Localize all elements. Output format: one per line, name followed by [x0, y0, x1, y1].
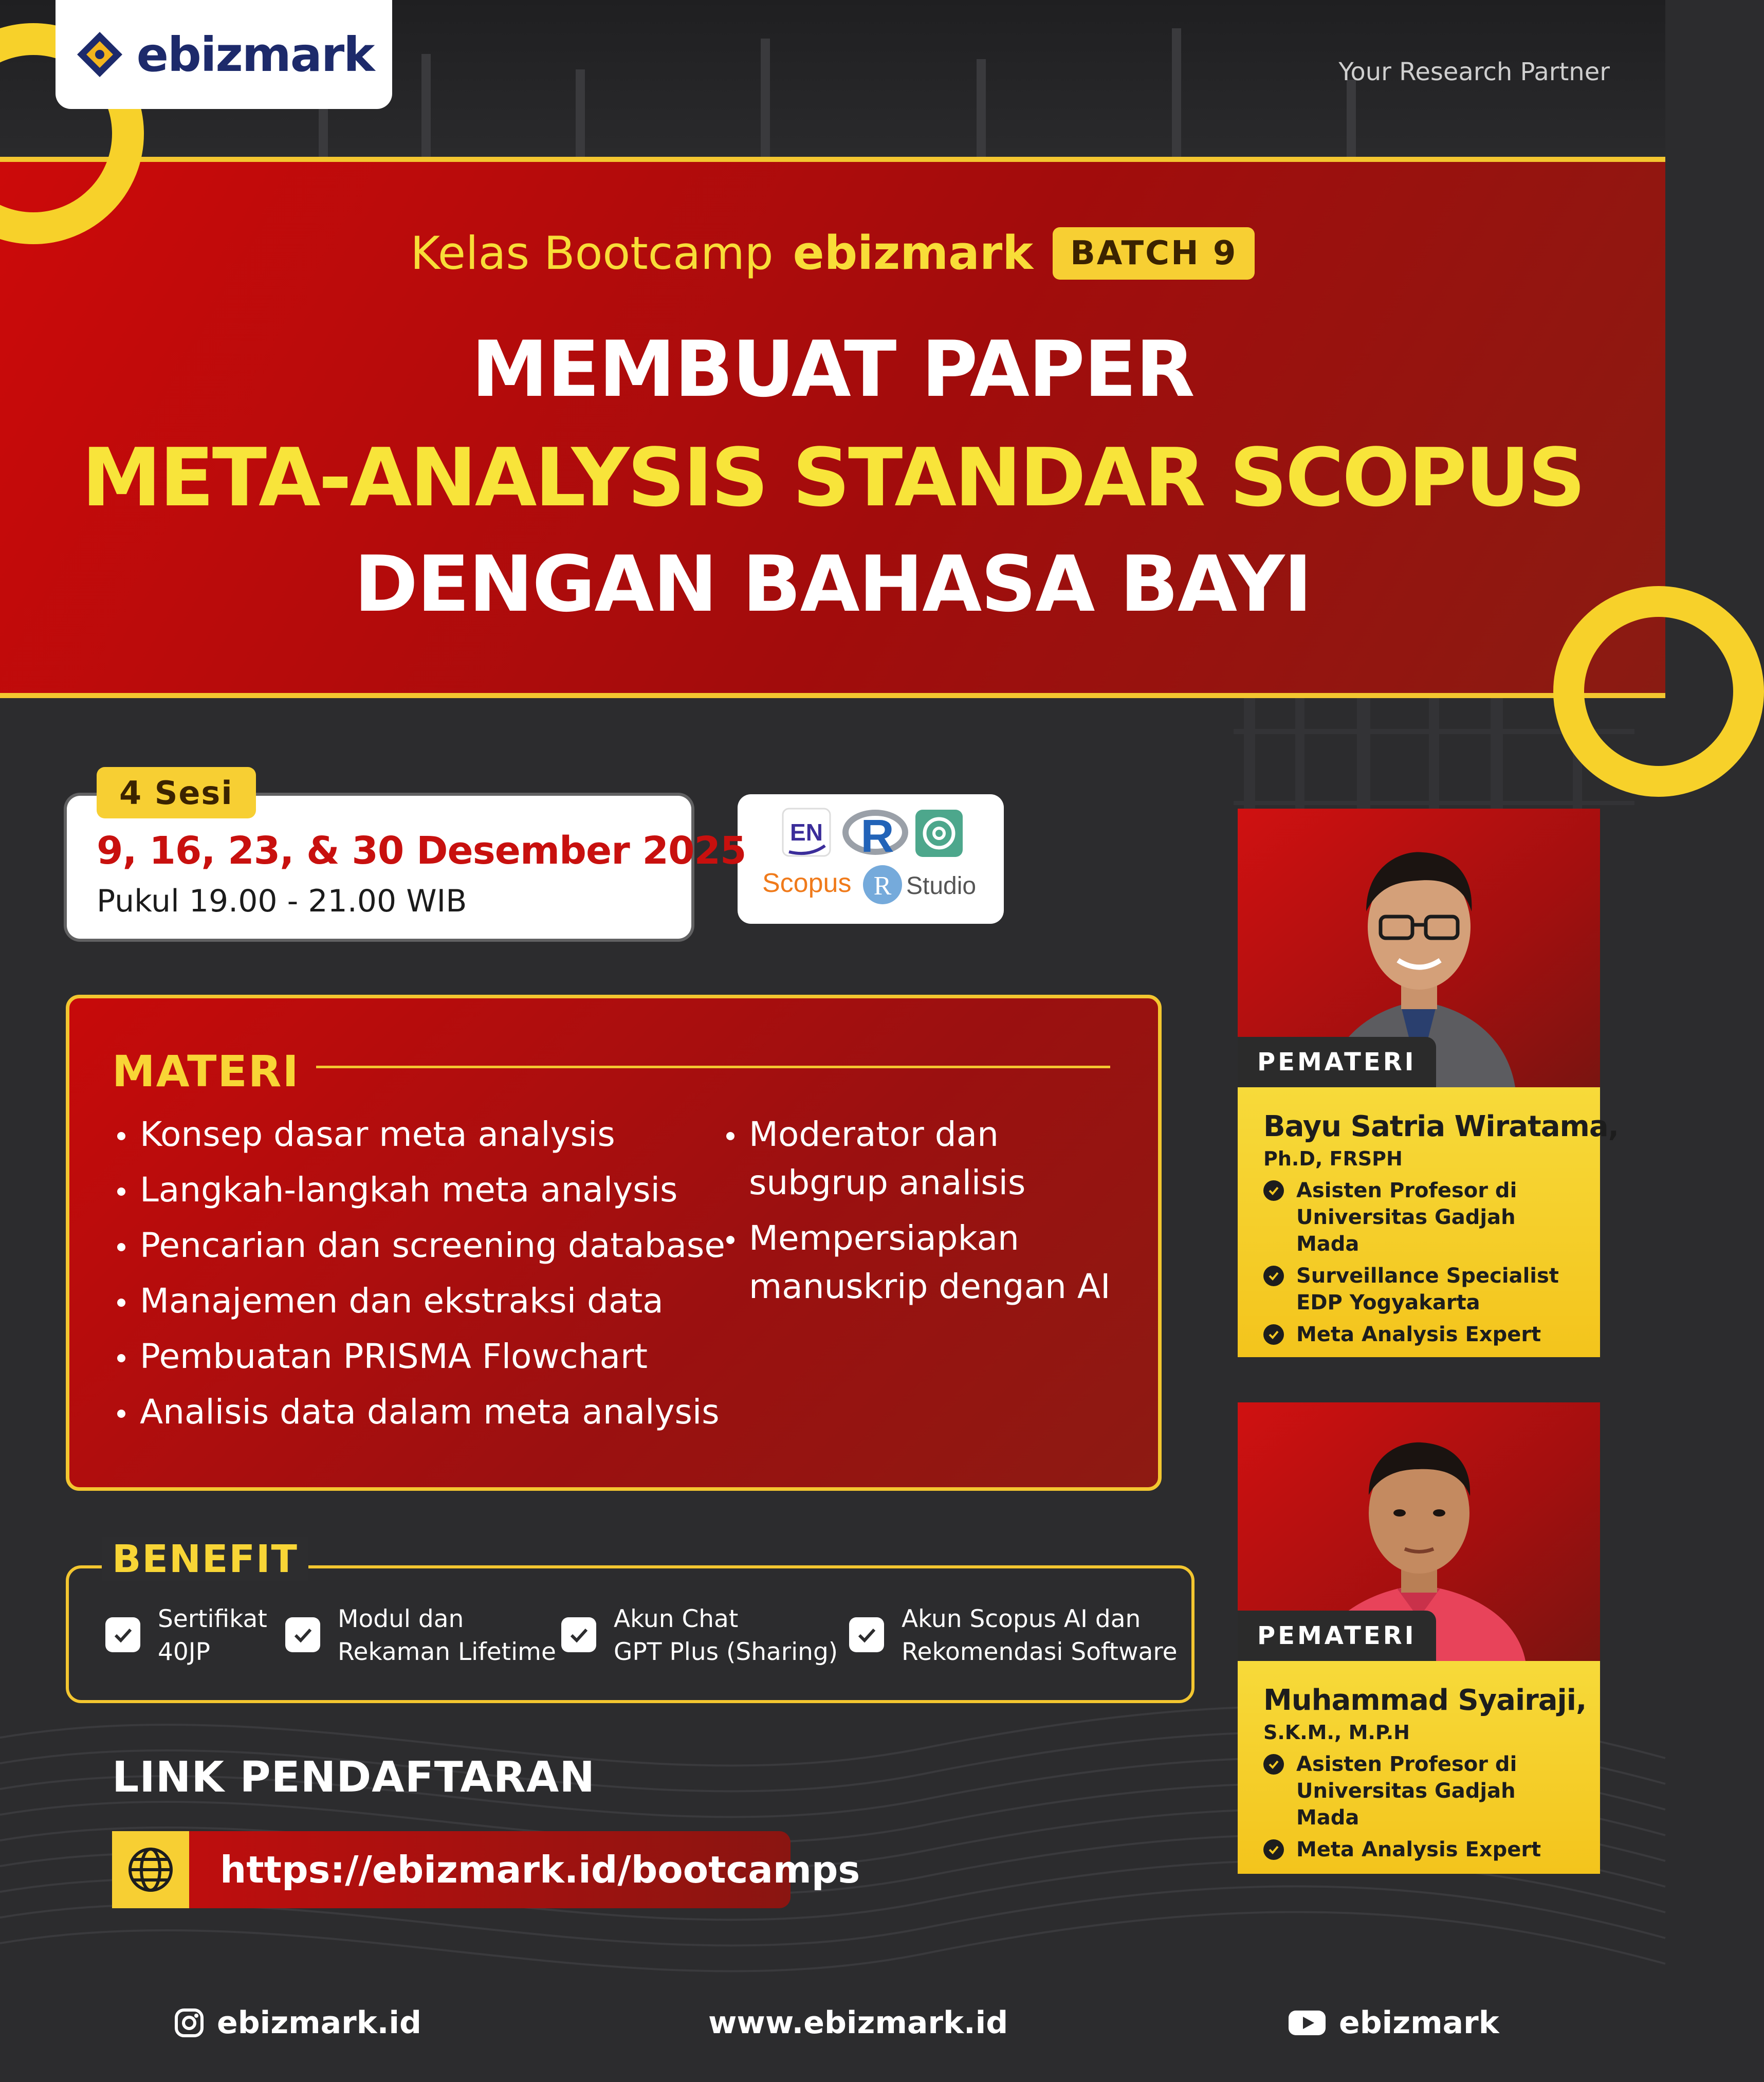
kicker-text: Kelas Bootcamp [410, 227, 774, 280]
materi-divider [316, 1066, 1110, 1068]
youtube-handle: ebizmark [1339, 2005, 1499, 2041]
bootcamp-kicker [0, 226, 1665, 280]
chatgpt-icon [915, 810, 963, 857]
credential-text: Meta Analysis Expert [1296, 1838, 1541, 1861]
benefit-item [561, 1603, 838, 1669]
speaker-name: Bayu Satria Wiratama, [1263, 1110, 1619, 1143]
materi-list-right [722, 1110, 1144, 1318]
check-circle-icon [1263, 1839, 1284, 1860]
credential-item [1263, 1263, 1574, 1316]
footer-website[interactable] [708, 2005, 1008, 2041]
speaker-credentials [1263, 1751, 1574, 1863]
footer-youtube[interactable] [1288, 2005, 1499, 2041]
session-dates: 9, 16, 23, & 30 Desember 2025 [97, 829, 746, 873]
credential-text: Asisten Profesor di Universitas Gadjah Mada [1296, 1752, 1517, 1830]
benefit-text: Modul dan Rekaman Lifetime [338, 1605, 556, 1666]
registration-title: LINK PENDAFTARAN [112, 1753, 596, 1802]
ebizmark-logo-icon [74, 29, 125, 80]
decor-bar [576, 69, 585, 157]
check-icon [849, 1617, 884, 1652]
globe-icon [112, 1831, 189, 1908]
speaker-credentials [1263, 1177, 1574, 1348]
instagram-handle: ebizmark.id [217, 2005, 421, 2041]
materi-item: Pencarian dan screening database [113, 1221, 730, 1270]
check-circle-icon [1263, 1266, 1284, 1286]
session-time: Pukul 19.00 - 21.00 WIB [97, 883, 467, 919]
credential-text: Surveillance Specialist EDP Yogyakarta [1296, 1264, 1559, 1314]
youtube-icon [1288, 2008, 1327, 2037]
kicker-brand: ebizmark [793, 226, 1034, 280]
materi-item: Langkah-langkah meta analysis [113, 1166, 730, 1214]
benefit-text: Akun Chat GPT Plus (Sharing) [614, 1605, 838, 1666]
website-text: www.ebizmark.id [708, 2005, 1008, 2041]
decor-bar [1347, 80, 1356, 157]
headline-line-1: MEMBUAT PAPER [471, 325, 1194, 414]
instagram-icon [174, 2007, 205, 2038]
materi-list-left [113, 1110, 730, 1444]
materi-item: Konsep dasar meta analysis [113, 1110, 730, 1159]
tagline: Your Research Partner [1338, 58, 1610, 86]
benefit-item [285, 1603, 556, 1669]
speaker-role-tag: PEMATERI [1238, 1611, 1436, 1661]
speaker-info [1238, 1661, 1600, 1874]
materi-item: Analisis data dalam meta analysis [113, 1388, 730, 1436]
footer-instagram[interactable] [174, 2005, 421, 2041]
speaker-card-2 [1238, 1402, 1600, 1874]
headline-line-3: DENGAN BAHASA BAYI [354, 540, 1312, 629]
tools-logos [738, 794, 1004, 924]
svg-text:R: R [873, 871, 892, 901]
credential-text: Meta Analysis Expert [1296, 1323, 1541, 1346]
r-icon [846, 811, 905, 862]
check-icon [105, 1617, 140, 1652]
tools-card [738, 794, 1004, 924]
decor-bar [1172, 28, 1181, 157]
benefit-text: Akun Scopus AI dan Rekomendasi Software [902, 1605, 1178, 1666]
scopus-logo: Scopus [762, 868, 852, 898]
speaker-role-tag: PEMATERI [1238, 1037, 1436, 1087]
credential-item [1263, 1321, 1574, 1348]
svg-text:EN: EN [790, 819, 823, 846]
headline-line-2: META-ANALYSIS STANDAR SCOPUS [81, 431, 1584, 524]
speaker-name: Muhammad Syairaji, [1263, 1684, 1587, 1717]
check-circle-icon [1263, 1180, 1284, 1201]
materi-item: Pembuatan PRISMA Flowchart [113, 1332, 730, 1381]
benefit-item [849, 1603, 1178, 1669]
benefit-text: Sertifikat 40JP [158, 1605, 267, 1666]
check-circle-icon [1263, 1754, 1284, 1775]
endnote-icon [783, 809, 830, 856]
credential-text: Asisten Profesor di Universitas Gadjah Mada [1296, 1179, 1517, 1256]
check-circle-icon [1263, 1324, 1284, 1345]
benefit-item [105, 1603, 267, 1669]
svg-text:Studio: Studio [906, 872, 977, 900]
credential-item [1263, 1177, 1574, 1257]
decor-bar [761, 39, 770, 157]
benefit-title: BENEFIT [102, 1537, 308, 1581]
credential-item [1263, 1751, 1574, 1831]
registration-link[interactable] [112, 1831, 860, 1908]
materi-item: Mempersiapkan manuskrip dengan AI [722, 1214, 1144, 1311]
speaker-degree: S.K.M., M.P.H [1263, 1721, 1410, 1744]
check-icon [561, 1617, 596, 1652]
speaker-card-1 [1238, 809, 1619, 1357]
logo-card[interactable] [56, 0, 392, 109]
materi-item: Manajemen dan ekstraksi data [113, 1277, 730, 1325]
credential-item [1263, 1836, 1574, 1863]
speaker-degree: Ph.D, FRSPH [1263, 1147, 1403, 1170]
rstudio-logo [863, 865, 976, 904]
speaker-info [1238, 1087, 1619, 1357]
decor-bar [421, 54, 431, 157]
session-count-badge: 4 Sesi [97, 767, 256, 818]
materi-item: Moderator dan subgrup analisis [722, 1110, 1144, 1207]
logo-wordmark: ebizmark [136, 27, 374, 82]
decor-bar [977, 59, 986, 157]
registration-url[interactable]: https://ebizmark.id/bootcamps [220, 1848, 860, 1891]
svg-text:R: R [860, 811, 894, 862]
batch-badge: BATCH 9 [1053, 227, 1255, 280]
materi-title: MATERI [112, 1046, 300, 1097]
check-icon [285, 1617, 320, 1652]
